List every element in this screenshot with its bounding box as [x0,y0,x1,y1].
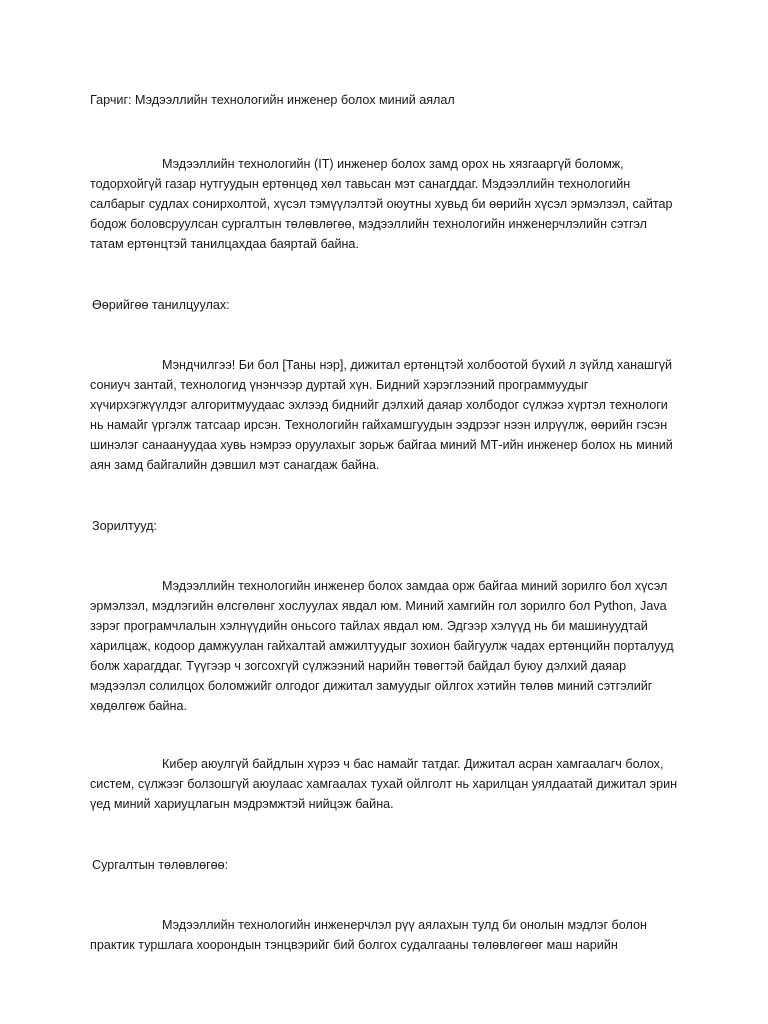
intro-paragraph: Мэдээллийн технологийн (IT) инженер болох замд орох нь хязгааргүй боломж, тодорхойгүй газар нутгуудын ертөнцөд хөл тавьсан мэт санагддаг. Мэдээллийн технологийн салбарыг судлах сонирхолтой, хүсэл тэмүүлэлтэй оюутны хувьд би өөрийн хүсэл эрмэлзэл, сайтар бодож боловсруулсан сургалтын төлөвлөгөө, мэдээллийн технологийн инженерчлэлийн сэтгэл татам ертөнцтэй танилцахдаа баяртай байна. [90,157,673,251]
spacer [90,875,680,915]
section-heading-study-plan: Сургалтын төлөвлөгөө: [92,858,229,872]
spacer [90,254,680,295]
document-title: Гарчиг: Мэдээллийн технологийн инженер болох миний аялал [90,93,455,107]
section-heading-introduction: Өөрийгөө танилцуулах: [92,298,230,312]
spacer [90,716,680,754]
spacer [90,315,680,355]
goals-paragraph-1: Мэдээллийн технологийн инженер болох замдаа орж байгаа миний зорилго бол хүсэл эрмэлзэл, мэдлэгийн өлсгөлөнг хослуулах явдал юм. Миний хамгийн гол зорилго бол Python, Java зэрэг програмчлалын хэлнүүдийн оньсого тайлах явдал юм. Эдгээр хэлүүд нь би машинуудтай харилцаж, кодоор дамжуулан гайхалтай амжилтуудыг зохион байгуулж чадах ертөнцийн порталууд болж харагддаг. Түүгээр ч зогсохгүй сүлжээний нарийн төвөгтэй байдал буюу дэлхий даяар мэдээлэл солилцох боломжийг олгодог дижитал замуудыг ойлгох хэтийн төлөв миний сэтгэлийг хөдөлгөж байна. [90,579,674,713]
goals-paragraph-2: Кибер аюулгүй байдлын хүрээ ч бас намайг татдаг. Дижитал асран хамгаалагч болох, систем, сүлжээг болзошгүй аюулаас хамгаалах тухай ойлголт нь харилцан уялдаатай дижитал эрин үед миний хариуцлагын мэдрэмжтэй нийцэж байна. [90,757,678,811]
spacer [90,475,680,516]
introduction-paragraph: Мэндчилгээ! Би бол [Таны нэр], дижитал ертөнцтэй холбоотой бүхий л зүйлд ханашгүй сониуч зантай, технологид үнэнчээр дуртай хүн. Бидний хэрэглээний программуудыг хүчирхэгжүүлдэг алгоритмуудаас эхлээд биднийг дэлхий даяар холбодог сүлжээ хүртэл технологи нь намайг үргэлж татсаар ирсэн. Технологийн гайхамшгуудын ээдрээг нээн илрүүлж, өөрийн гэсэн шинэлэг санаануудаа хувь нэмрээ оруулахыг зорьж байгаа миний МТ-ийн инженер болох нь миний аян замд байгалийн дэвшил мэт санагдаж байна. [90,358,673,472]
spacer [90,814,680,855]
document-body [90,90,680,955]
study-plan-paragraph: Мэдээллийн технологийн инженерчлэл рүү аялахын тулд би онолын мэдлэг болон практик туршлага хоорондын тэнцвэрийг бий болгох судалгааны төлөвлөгөөг маш нарийн [90,918,647,952]
spacer [90,536,680,576]
section-heading-goals: Зорилтууд: [92,519,157,533]
